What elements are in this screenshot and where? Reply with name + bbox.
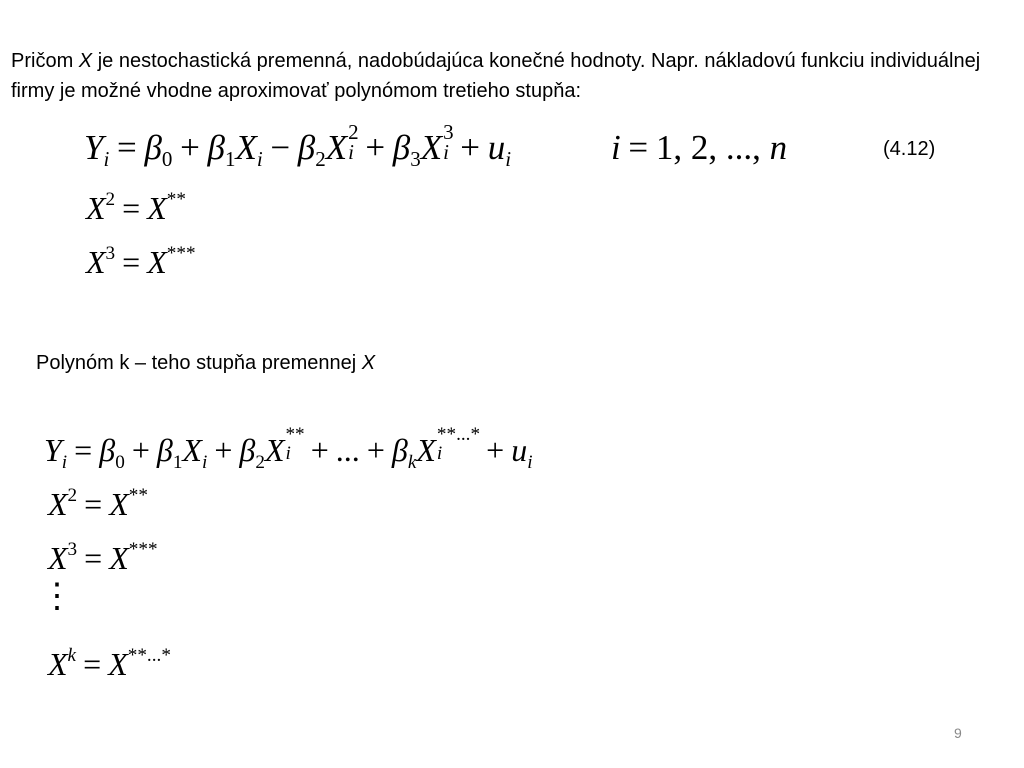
subscript-i: i (256, 147, 263, 172)
subscript-i: i (103, 147, 110, 172)
equals-sign: = (122, 190, 141, 226)
x-symbol: X (48, 646, 68, 682)
equals-sign: = (84, 540, 103, 576)
x-symbol: X (86, 190, 106, 226)
index-range (611, 128, 787, 168)
equals-sign: = (122, 244, 141, 280)
plus-sign: + (366, 432, 385, 468)
u-symbol: u (487, 128, 506, 167)
minus-sign: − (270, 128, 291, 167)
beta-symbol: β (144, 128, 162, 167)
subscript-i: i (348, 139, 355, 164)
index-n: n (769, 128, 788, 167)
cubic-cost-equation (84, 119, 512, 172)
subscript-i: i (285, 442, 291, 464)
superscript-2: 2 (348, 119, 359, 144)
beta-symbol: β (392, 128, 411, 167)
x-symbol: X (420, 128, 443, 167)
subscript-i: i (505, 147, 512, 172)
beta-symbol: β (391, 432, 408, 468)
superscript-3: 3 (443, 119, 454, 144)
plus-sign: + (131, 432, 150, 468)
plus-sign: + (310, 432, 329, 468)
x-symbol: X (416, 432, 436, 468)
plus-sign: + (180, 128, 200, 167)
subscript-1: 1 (224, 147, 236, 172)
x-k-definition (48, 646, 171, 683)
beta-symbol: β (207, 128, 225, 167)
x-symbol: X (48, 486, 68, 522)
x-symbol: X (147, 244, 167, 280)
x-symbol: X (86, 244, 106, 280)
x-symbol: X (147, 190, 167, 226)
index-i: i (611, 128, 621, 167)
x-i-stars-scripts (285, 424, 305, 469)
plus-sign: + (486, 432, 505, 468)
superscript-2: 2 (105, 188, 116, 210)
superscript-2: 2 (67, 484, 78, 506)
subscript-i: i (436, 442, 443, 464)
vertical-ellipsis-glyph: ⋮ (40, 578, 74, 615)
x-squared-definition-1 (86, 190, 186, 227)
index-values: 1, 2, ..., (655, 128, 770, 167)
beta-symbol: β (156, 432, 173, 468)
superscript-stars: ** (166, 188, 186, 210)
beta-symbol: β (239, 432, 256, 468)
superscript-3: 3 (105, 242, 116, 264)
intro-variable-x: X (78, 50, 93, 72)
superscript-stars: *** (128, 538, 158, 560)
y-symbol: Y (44, 432, 62, 468)
plus-sign: + (460, 128, 481, 167)
superscript-stars: **...* (127, 644, 171, 666)
x-i-k-stars-scripts (436, 424, 481, 469)
plus-sign: + (365, 128, 386, 167)
equals-sign: = (74, 432, 93, 468)
equals-sign: = (628, 128, 649, 167)
vertical-ellipsis (40, 578, 74, 615)
equals-sign: = (117, 128, 137, 167)
x-i-squared-scripts (347, 119, 359, 168)
subscript-0: 0 (115, 451, 125, 473)
polynomial-k-equation (44, 424, 533, 473)
superscript-k: k (67, 644, 77, 666)
beta-symbol: β (99, 432, 116, 468)
x-symbol: X (48, 540, 68, 576)
subscript-2: 2 (315, 147, 326, 172)
page-number: 9 (954, 725, 962, 741)
y-symbol: Y (84, 128, 104, 167)
equals-sign: = (83, 646, 102, 682)
section-heading-text: Polynóm k – teho stupňa premennej (36, 352, 362, 374)
x-symbol: X (108, 646, 128, 682)
subscript-1: 1 (172, 451, 183, 473)
x-cubed-definition-2 (48, 540, 158, 577)
superscript-stars: ** (128, 484, 148, 506)
plus-sign: + (214, 432, 233, 468)
intro-text-start: Pričom (11, 50, 79, 72)
subscript-i: i (61, 451, 68, 473)
section-heading (36, 352, 375, 375)
ellipsis: ... (335, 432, 360, 468)
superscript-stars: *** (166, 242, 196, 264)
x-symbol: X (325, 128, 348, 167)
subscript-i: i (443, 139, 449, 164)
subscript-k: k (407, 451, 417, 473)
equals-sign: = (84, 486, 103, 522)
subscript-2: 2 (255, 451, 265, 473)
subscript-i: i (201, 451, 208, 473)
x-symbol: X (264, 432, 285, 468)
superscript-stars: ** (285, 424, 305, 446)
subscript-3: 3 (410, 147, 421, 172)
superscript-3: 3 (67, 538, 78, 560)
u-symbol: u (511, 432, 528, 468)
beta-symbol: β (297, 128, 316, 167)
x-symbol: X (182, 432, 202, 468)
equation-number: (4.12) (883, 138, 936, 160)
intro-paragraph (11, 46, 1021, 106)
x-cubed-definition-1 (86, 244, 196, 281)
superscript-stars: **...* (436, 424, 481, 446)
subscript-0: 0 (161, 147, 173, 172)
x-i-cubed-scripts (442, 119, 454, 168)
x-symbol: X (109, 540, 129, 576)
x-symbol: X (235, 128, 257, 167)
subscript-i: i (527, 451, 533, 473)
section-heading-variable: X (361, 352, 376, 374)
intro-text-rest: je nestochastická premenná, nadobúdajúca konečné hodnoty. Napr. nákladovú funkciu individuálnej firmy je možné vhodne aproximovať polynómom tretieho stupňa: (11, 50, 981, 102)
x-symbol: X (109, 486, 129, 522)
x-squared-definition-2 (48, 486, 148, 523)
